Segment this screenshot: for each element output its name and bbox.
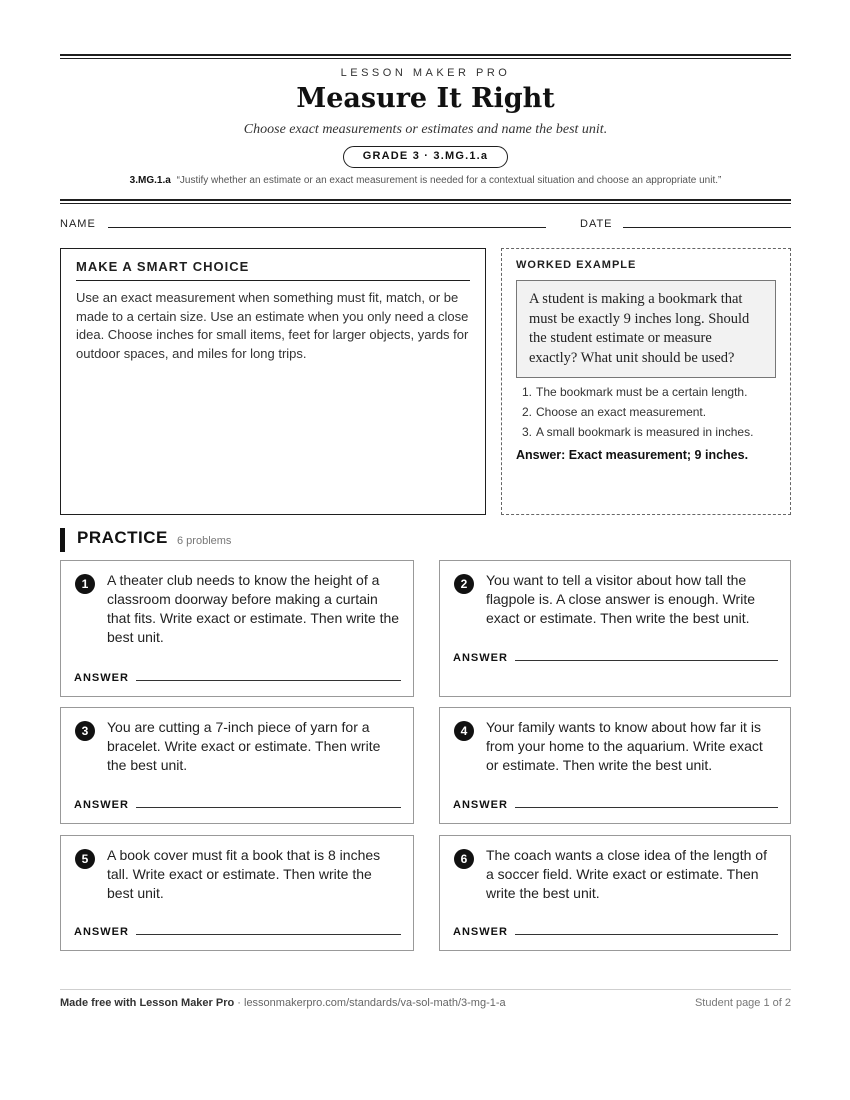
standard-code: 3.MG.1.a bbox=[129, 175, 171, 186]
footer-made-with: Made free with Lesson Maker Pro bbox=[60, 997, 235, 1009]
worked-example-title: WORKED EXAMPLE bbox=[516, 259, 637, 271]
standard-statement bbox=[60, 175, 791, 186]
problem-text: The coach wants a close idea of the length of a soccer field. Write exact or estimate. Then write the best unit. bbox=[486, 847, 767, 901]
problem-text: A theater club needs to know the height of a classroom doorway before making a curtain that fits. Write exact or estimate. Then write the best unit. bbox=[107, 572, 400, 645]
header-bottom-rule bbox=[60, 199, 791, 204]
answer-label: ANSWER bbox=[74, 926, 129, 938]
answer-line[interactable] bbox=[136, 934, 401, 935]
header-top-rule bbox=[60, 54, 791, 59]
problem-text: You are cutting a 7-inch piece of yarn for a bracelet. Write exact or estimate. Then write the best unit. bbox=[107, 719, 381, 773]
page-subtitle: Choose exact measurements or estimates and name the best unit. bbox=[243, 122, 608, 137]
problem-number-badge: 6 bbox=[454, 849, 474, 869]
smart-choice-text: Use an exact measurement when something must fit, match, or be made to a certain size. Use an estimate when you only need a close idea. Choose inches for small items, feet for larger objects, yards for outdoor spaces, and miles for long trips. bbox=[76, 290, 469, 361]
answer-label: ANSWER bbox=[74, 672, 129, 684]
smart-choice-title: MAKE A SMART CHOICE bbox=[76, 259, 470, 281]
page-title: Measure It Right bbox=[296, 83, 555, 114]
problem-card-6 bbox=[439, 835, 791, 951]
footer-url: · lessonmakerpro.com/standards/va-sol-math/3-mg-1-a bbox=[234, 997, 506, 1009]
worked-example-steps bbox=[516, 384, 776, 440]
problem-number-badge: 2 bbox=[454, 574, 474, 594]
answer-line[interactable] bbox=[515, 934, 778, 935]
problem-text: A book cover must fit a book that is 8 inches tall. Write exact or estimate. Then write the best unit. bbox=[107, 847, 381, 901]
answer-line[interactable] bbox=[515, 807, 778, 808]
name-label: NAME bbox=[60, 218, 96, 230]
name-field[interactable] bbox=[108, 227, 546, 228]
worked-example-answer: Answer: Exact measurement; 9 inches. bbox=[516, 448, 749, 462]
worked-example-panel bbox=[501, 248, 791, 515]
footer-rule bbox=[60, 989, 791, 990]
footer-page-number: Student page 1 of 2 bbox=[694, 997, 791, 1009]
practice-accent-bar bbox=[60, 528, 65, 552]
answer-label: ANSWER bbox=[453, 926, 508, 938]
problem-text: You want to tell a visitor about how tall the flagpole is. A close answer is enough. Write exact or estimate. Then write the best unit. bbox=[486, 572, 756, 626]
practice-title: PRACTICE bbox=[77, 528, 168, 547]
problem-text: Your family wants to know about how far it is from your home to the aquarium. Write exact or estimate. Then write the best unit. bbox=[486, 719, 763, 773]
problem-number-badge: 4 bbox=[454, 721, 474, 741]
worked-example-step: 3. A small bookmark is measured in inches. bbox=[522, 425, 754, 439]
standard-text: “Justify whether an estimate or an exact measurement is needed for a contextual situation and choose an appropriate unit.” bbox=[176, 175, 722, 186]
worked-example-question: A student is making a bookmark that must be exactly 9 inches long. Should the student estimate or measure exactly? What unit should be used? bbox=[516, 280, 776, 378]
answer-label: ANSWER bbox=[453, 799, 508, 811]
problem-number-badge: 1 bbox=[75, 574, 95, 594]
brand-name: LESSON MAKER PRO bbox=[340, 67, 511, 79]
problem-card-4 bbox=[439, 707, 791, 824]
worked-example-step: 2. Choose an exact measurement. bbox=[522, 405, 707, 419]
problem-card-2 bbox=[439, 560, 791, 697]
answer-line[interactable] bbox=[136, 807, 401, 808]
problem-number-badge: 3 bbox=[75, 721, 95, 741]
date-label: DATE bbox=[580, 218, 613, 230]
worked-example-step: 1. The bookmark must be a certain length. bbox=[522, 385, 748, 399]
grade-badge: GRADE 3 · 3.MG.1.a bbox=[343, 146, 508, 168]
footer-credit bbox=[60, 997, 506, 1009]
problem-card-5 bbox=[60, 835, 414, 951]
answer-line[interactable] bbox=[136, 680, 401, 681]
smart-choice-panel bbox=[60, 248, 486, 515]
answer-label: ANSWER bbox=[74, 799, 129, 811]
date-field[interactable] bbox=[623, 227, 791, 228]
problem-number-badge: 5 bbox=[75, 849, 95, 869]
answer-line[interactable] bbox=[515, 660, 778, 661]
problem-card-1 bbox=[60, 560, 414, 697]
problem-card-3 bbox=[60, 707, 414, 824]
practice-count: 6 problems bbox=[177, 535, 232, 547]
answer-label: ANSWER bbox=[453, 652, 508, 664]
